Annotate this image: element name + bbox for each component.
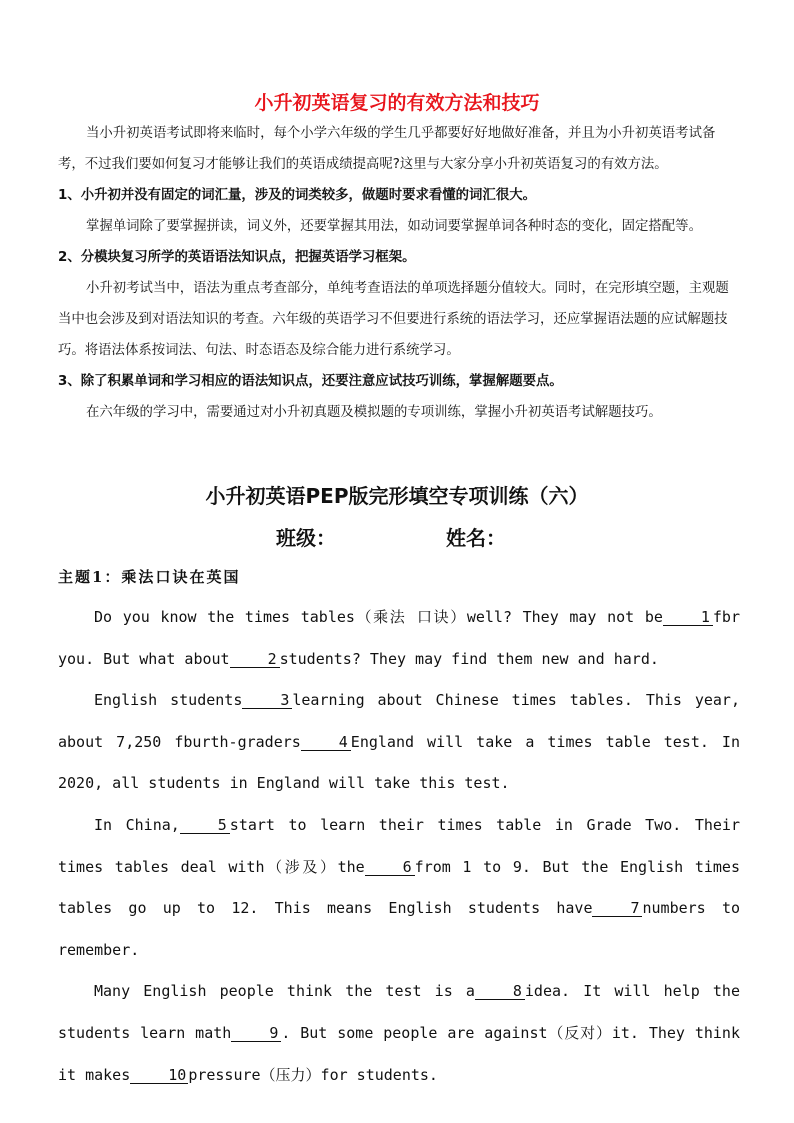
passage-text: Many English people think the test is a xyxy=(94,982,475,1001)
worksheet-title: 小升初英语PEP版完形填空专项训练（六） xyxy=(205,484,589,508)
blank-6: 6 xyxy=(365,859,415,876)
cloze-passage xyxy=(58,597,740,1096)
class-label: 班级： xyxy=(276,526,336,550)
passage-paragraph-4 xyxy=(58,971,740,1096)
worksheet-student-info xyxy=(0,522,794,550)
passage-text: from 1 to 9. But the English times tables go up to 12. This means English students have xyxy=(58,857,740,918)
intro-heading-1: 1、小升初并没有固定的词汇量，涉及的词类较多，做题时要求看懂的词汇很大。 xyxy=(58,188,536,203)
passage-paragraph-1 xyxy=(58,597,740,680)
intro-heading-3: 3、除了积累单词和学习相应的语法知识点，还要注意应试技巧训练，掌握解题要点。 xyxy=(58,374,563,389)
blank-5: 5 xyxy=(180,817,230,834)
passage-text: In China, xyxy=(94,815,180,834)
passage-text: English students xyxy=(94,691,243,710)
intro-section xyxy=(58,118,742,428)
passage-text: fbr you. But what about xyxy=(58,608,740,668)
passage-paragraph-2 xyxy=(58,680,740,805)
passage-text: pressure（压力）for students. xyxy=(188,1065,438,1084)
intro-paragraph-1: 当小升初英语考试即将来临时，每个小学六年级的学生几乎都要好好地做好准备，并且为小升初英语考试备考，不过我们要如何复习才能够让我们的英语成绩提高呢?这里与大家分享小升初英语复习的有效方法。 xyxy=(58,126,716,172)
intro-paragraph-2: 掌握单词除了要掌握拼读，词义外，还要掌握其用法，如动词要掌握单词各种时态的变化，固定搭配等。 xyxy=(86,219,702,234)
passage-text: start to learn their times table in Grade Two. Their times tables deal with（涉及）the xyxy=(58,815,740,876)
intro-paragraph-3: 小升初考试当中，语法为重点考查部分，单纯考查语法的单项选择题分值较大。同时，在完形填空题，主观题当中也会涉及到对语法知识的考查。六年级的英语学习不但要进行系统的语法学习，还应掌握语法题的应试解题技巧。将语法体系按词法、句法、时态语态及综合能力进行系统学习。 xyxy=(58,281,729,358)
blank-3: 3 xyxy=(242,692,292,709)
blank-10: 10 xyxy=(130,1067,188,1084)
passage-text: Do you know the times tables（乘法 口诀）well? They may not be xyxy=(94,608,663,626)
passage-text: learning about Chinese times tables. This year, about 7,250 fburth-graders xyxy=(58,691,740,751)
passage-text: students? They may find them new and hard. xyxy=(279,649,659,668)
passage-text: England will take a times table test. In 2020, all students in England will take this test. xyxy=(58,732,740,793)
intro-heading-2: 2、分模块复习所学的英语语法知识点，把握英语学习框架。 xyxy=(58,250,416,265)
passage-text: . But some people are against（反对）it. They think it makes xyxy=(58,1023,740,1084)
name-label: 姓名： xyxy=(446,526,506,550)
passage-text: numbers to remember. xyxy=(58,899,740,959)
blank-4: 4 xyxy=(301,734,351,751)
blank-8: 8 xyxy=(475,983,525,1000)
intro-paragraph-4: 在六年级的学习中，需要通过对小升初真题及模拟题的专项训练，掌握小升初英语考试解题技巧。 xyxy=(86,405,662,420)
topic-heading: 主题1：乘法口诀在英国 xyxy=(58,568,241,586)
passage-text: idea. It will help the students learn math xyxy=(58,982,740,1042)
blank-9: 9 xyxy=(231,1025,281,1042)
passage-paragraph-3 xyxy=(58,805,740,971)
intro-title: 小升初英语复习的有效方法和技巧 xyxy=(254,92,540,114)
blank-7: 7 xyxy=(592,900,642,917)
blank-2: 2 xyxy=(230,651,280,668)
blank-1: 1 xyxy=(663,609,713,626)
